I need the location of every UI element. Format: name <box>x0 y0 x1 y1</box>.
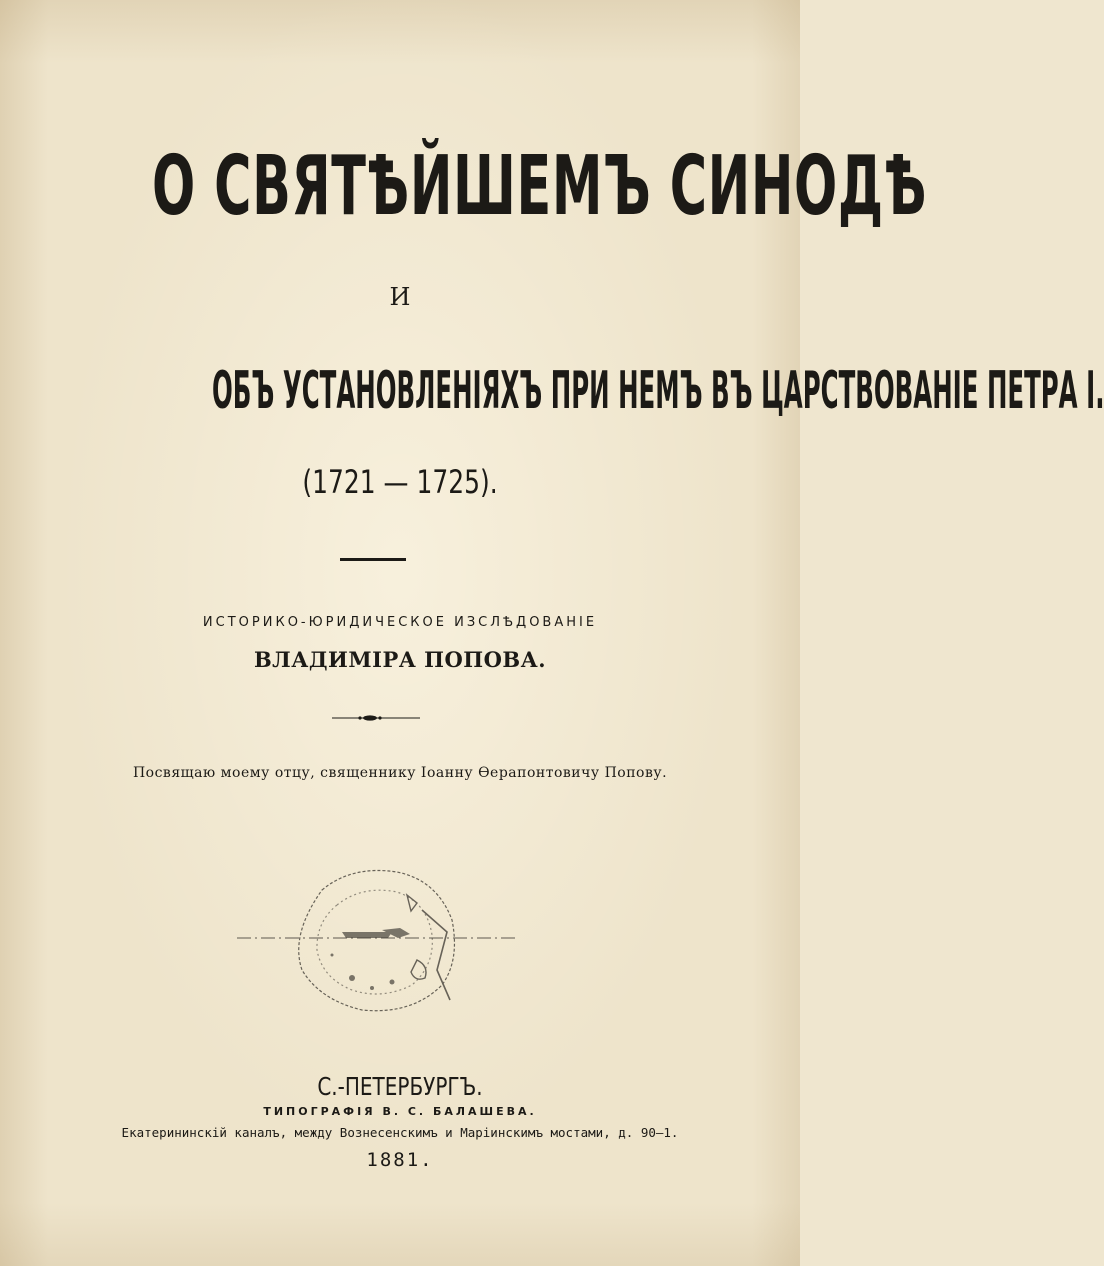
ornament-divider <box>330 708 422 728</box>
book-subtitle: ОБЪ УСТАНОВЛЕНІЯХЪ ПРИ НЕМЪ ВЪ ЦАРСТВОВАНІЕ ПЕТРА I. <box>212 361 1104 421</box>
city: С.-ПЕТЕРБУРГЪ. <box>317 1072 483 1101</box>
library-stamp-icon <box>232 860 522 1020</box>
publication-year: 1881. <box>366 1149 434 1171</box>
book-title: О СВЯТѢЙШЕМЪ СИНОДѢ <box>152 139 928 234</box>
date-range: (1721 — 1725). <box>302 463 498 501</box>
genre-line: ИСТОРИКО-ЮРИДИЧЕСКОЕ ИЗСЛѢДОВАНІЕ <box>202 615 598 630</box>
title-divider <box>340 558 406 561</box>
author-name: ВЛАДИМІРА ПОПОВА. <box>253 647 547 672</box>
title-conjunction: И <box>389 283 411 311</box>
press-address: Екатерининскій каналъ, между Вознесенскимъ и Маріинскимъ мостами, д. 90—1. <box>121 1125 679 1140</box>
printing-house: ТИПОГРАФІЯ В. С. БАЛАШЕВА. <box>263 1105 537 1118</box>
dedication: Посвящаю моему отцу, священнику Іоанну Ѳерапонтовичу Попову. <box>132 765 668 781</box>
